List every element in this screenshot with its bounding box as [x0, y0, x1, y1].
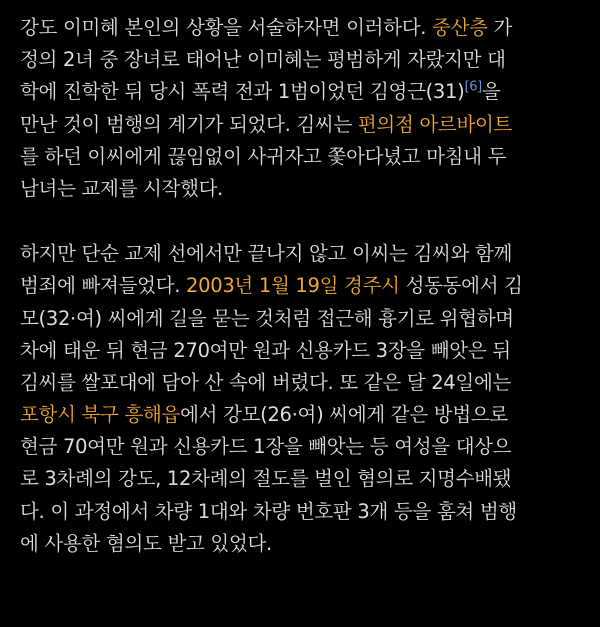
text-segment: 만난 것이 범행의 계기가 되었다. 김씨는	[20, 112, 358, 136]
link-heunghae-eup[interactable]: 포항시 북구 흥해읍	[20, 403, 181, 427]
paragraph-1	[20, 12, 580, 205]
link-date-gyeongju[interactable]: 2003년 1월 19일 경주시	[186, 274, 400, 298]
text-segment: 에서 강모(26·여) 씨에게 같은 방법으로	[180, 403, 508, 427]
text-line	[20, 270, 580, 302]
text-line: 모(32·여) 씨에게 길을 묻는 것처럼 접근해 흉기로 위협하며	[20, 306, 514, 330]
text-line: 차에 태운 뒤 현금 270여만 원과 신용카드 3장을 빼앗은 뒤	[20, 338, 511, 362]
paragraph-gap	[20, 205, 580, 238]
link-convenience-store-job[interactable]: 편의점 아르바이트	[357, 112, 513, 136]
text-segment: 학에 진학한 뒤 당시 폭력 전과 1범이었던 김영근(31)	[20, 80, 465, 104]
link-middle-class[interactable]: 중산층	[432, 16, 488, 39]
text-line	[20, 399, 580, 431]
text-segment: 을	[481, 80, 501, 104]
text-line	[20, 109, 580, 141]
text-line: 남녀는 교제를 시작했다.	[20, 176, 224, 200]
text-line: 정의 2녀 중 장녀로 태어난 이미혜는 평범하게 자랐지만 대	[20, 48, 506, 72]
text-line: 다. 이 과정에서 차량 1대와 차량 번호판 3개 등을 훔쳐 범행	[20, 499, 517, 523]
text-line: 에 사용한 혐의도 받고 있었다.	[20, 531, 272, 555]
text-segment: 가	[487, 16, 513, 39]
text-segment: 범죄에 빠져들었다.	[20, 274, 186, 298]
text-segment: 강도 이미혜 본인의 상황을 서술하자면 이러하다.	[20, 16, 433, 39]
text-line: 를 하던 이씨에게 끊임없이 사귀자고 쫓아다녔고 마침내 두	[20, 144, 507, 168]
article-body	[20, 12, 580, 560]
text-line: 로 3차례의 강도, 12차례의 절도를 벌인 혐의로 지명수배됐	[20, 467, 512, 491]
text-line: 김씨를 쌀포대에 담아 산 속에 버렸다. 또 같은 달 24일에는	[20, 370, 512, 394]
text-line: 하지만 단순 교제 선에서만 끝나지 않고 이씨는 김씨와 함께	[20, 242, 513, 266]
text-segment: 성동동에서 김	[399, 274, 523, 298]
paragraph-2	[20, 238, 580, 560]
text-line	[20, 12, 580, 44]
text-line	[20, 76, 580, 108]
text-line: 현금 70여만 원과 신용카드 1장을 빼앗는 등 여성을 대상으	[20, 435, 512, 459]
footnote-ref-6[interactable]: [6]	[464, 79, 482, 95]
